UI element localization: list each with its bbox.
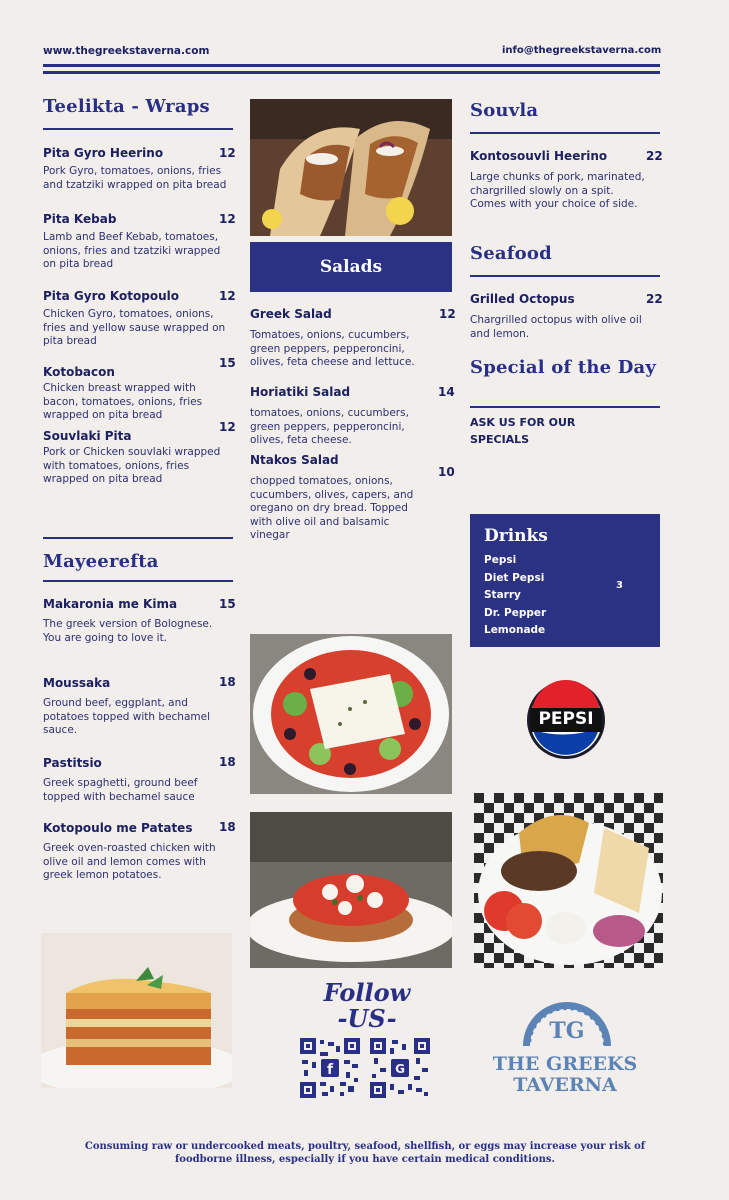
item-price: 18 [219, 755, 236, 769]
item-price: 12 [219, 212, 236, 226]
item-price: 22 [646, 149, 663, 163]
menu-item-pita-gyro-heerino [43, 146, 233, 192]
menu-item-kotopoulo-me-patates [43, 821, 233, 883]
menu-item-pita-gyro-kotopoulo [43, 289, 233, 349]
follow-line1: Follow [323, 978, 411, 1007]
website-link[interactable]: www.thegreekstaverna.com [43, 45, 210, 57]
item-desc: Chargrilled octopus with olive oil and lemon. [470, 314, 642, 340]
menu-item-greek-salad [250, 307, 430, 370]
drink-item: Pepsi [484, 554, 517, 566]
item-price: 15 [219, 597, 236, 611]
item-name: Pita Gyro Heerino [43, 146, 164, 160]
item-desc: Tomatoes, onions, cucumbers, green peppers, pepperoncini, olives, feta cheese and lettuce. [250, 329, 415, 368]
menu-item-ntakos-salad [250, 453, 430, 543]
item-name: Makaronia me Kima [43, 597, 178, 611]
item-name: Pita Kebab [43, 212, 117, 226]
special-title: Special of the Day [470, 357, 657, 378]
item-name: Kotopoulo me Patates [43, 821, 193, 835]
mains-rule-top [43, 537, 233, 539]
header-rule-top [43, 64, 660, 67]
grilled-plate-photo [474, 793, 663, 968]
item-desc: Chicken breast wrapped with bacon, tomatoes, onions, fries wrapped on pita bread [43, 382, 203, 421]
item-name: Greek Salad [250, 307, 332, 321]
item-price: 12 [439, 307, 456, 321]
svg-text:f: f [326, 1062, 334, 1078]
brand-monogram: TG [549, 1018, 585, 1044]
header-rule-bottom [43, 71, 660, 74]
google-qr-code[interactable] [370, 1038, 430, 1098]
menu-item-horiatiki-salad [250, 385, 430, 448]
item-price: 22 [646, 292, 663, 306]
brand-line1: THE GREEKS [492, 1053, 638, 1075]
brand-name [485, 1054, 645, 1096]
brand-line2: TAVERNA [513, 1074, 617, 1096]
menu-item-kotobacon [43, 365, 233, 423]
svg-text:G: G [395, 1062, 405, 1076]
follow-line2: -US- [337, 1004, 397, 1033]
item-name: Kontosouvli Heerino [470, 149, 608, 163]
menu-item-kontosouvli-heerino [470, 149, 645, 212]
item-name: Moussaka [43, 676, 111, 690]
seafood-rule [470, 275, 660, 277]
item-name: Pastitsio [43, 756, 102, 770]
brand-emblem [522, 996, 612, 1050]
item-price: 15 [219, 356, 236, 370]
gyro-wrap-photo [250, 99, 452, 236]
pepsi-logo [526, 680, 606, 760]
drink-item: Diet Pepsi [484, 571, 545, 584]
salads-header: Salads [250, 242, 452, 292]
mains-title: Mayeerefta [43, 551, 159, 572]
item-desc: Ground beef, eggplant, and potatoes topped with bechamel sauce. [43, 697, 210, 736]
menu-item-pastitsio [43, 756, 233, 804]
menu-item-grilled-octopus [470, 292, 645, 341]
special-rule [470, 406, 660, 408]
item-price: 14 [438, 385, 455, 399]
item-name: Horiatiki Salad [250, 385, 351, 399]
item-name: Pita Gyro Kotopoulo [43, 289, 179, 303]
item-name: Ntakos Salad [250, 453, 339, 467]
drink-item: Dr. Pepper [484, 606, 547, 619]
item-desc: chopped tomatoes, onions, cucumbers, olives, capers, and oregano on dry bread. Topped with olive oil and balsamic vinegar [250, 475, 414, 541]
item-desc: Greek spaghetti, ground beef topped with bechamel sauce [43, 777, 198, 803]
item-price: 12 [219, 420, 236, 434]
email-link[interactable]: info@thegreekstaverna.com [502, 45, 662, 56]
item-price: 18 [219, 820, 236, 834]
item-desc: Pork or Chicken souvlaki wrapped with tomatoes, onions, fries wrapped on pita bread [43, 446, 221, 485]
facebook-qr-code[interactable] [300, 1038, 360, 1098]
item-price: 10 [438, 465, 455, 479]
menu-item-moussaka [43, 676, 233, 738]
mains-rule [43, 580, 233, 582]
item-name: Grilled Octopus [470, 292, 575, 306]
menu-item-pita-kebab [43, 212, 233, 272]
drinks-title: Drinks [484, 526, 548, 546]
pastitsio-photo [41, 933, 232, 1088]
drinks-price: 3 [616, 580, 623, 591]
item-desc: Pork Gyro, tomatoes, onions, fries and tzatziki wrapped on pita bread [43, 165, 227, 191]
drinks-box [470, 514, 660, 647]
item-name: Kotobacon [43, 365, 115, 379]
follow-us-text [322, 980, 412, 1032]
item-price: 12 [219, 146, 236, 160]
drink-item: Starry [484, 589, 521, 601]
wraps-rule [43, 128, 233, 130]
food-safety-disclaimer: Consuming raw or undercooked meats, poultry, seafood, shellfish, or eggs may increase your risk of foodborne illness, especially if you have certain medical conditions. [84, 1141, 646, 1165]
item-desc: Lamb and Beef Kebab, tomatoes, onions, fries and tzatziki wrapped on pita bread [43, 231, 221, 270]
special-text: ASK US FOR OUR SPECIALS [470, 416, 576, 446]
item-desc: Greek oven-roasted chicken with olive oil and lemon comes with greek lemon potatoes. [43, 842, 216, 881]
menu-item-makaronia-me-kima [43, 597, 233, 645]
souvla-rule [470, 132, 660, 134]
item-price: 18 [219, 675, 236, 689]
souvla-title: Souvla [470, 100, 539, 121]
wraps-title: Teelikta - Wraps [43, 96, 210, 117]
item-desc: Chicken Gyro, tomatoes, onions, fries and yellow sause wrapped on pita bread [43, 308, 226, 347]
item-desc: Large chunks of pork, marinated, chargrilled slowly on a spit. Comes with your choice of side. [470, 171, 645, 210]
item-desc: tomatoes, onions, cucumbers, green peppers, pepperoncini, olives, feta cheese. [250, 407, 409, 446]
drink-item: Lemonade [484, 624, 546, 636]
item-price: 12 [219, 289, 236, 303]
item-name: Souvlaki Pita [43, 429, 132, 443]
greek-salad-photo [250, 634, 452, 794]
seafood-title: Seafood [470, 243, 552, 264]
menu-item-souvlaki-pita [43, 429, 233, 487]
ntakos-photo [250, 812, 452, 968]
item-desc: The greek version of Bolognese. You are going to love it. [43, 618, 213, 644]
pepsi-logo-text: PEPSI [538, 709, 594, 729]
